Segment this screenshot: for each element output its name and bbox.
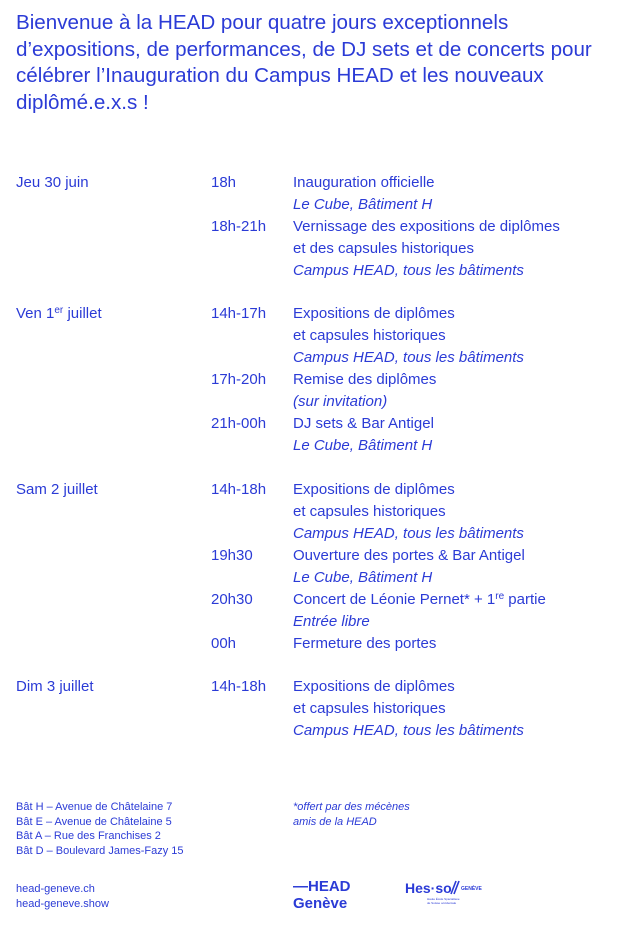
event-title: Ouverture des portes & Bar Antigel [293,547,525,564]
event-time: 19h30 [211,547,253,564]
head-geneve-logo: —HEAD Genève [293,878,351,912]
event-title-continued: et capsules historiques [293,700,446,717]
event-location: (sur invitation) [293,393,388,410]
address-line: Bât A – Rue des Franchises 2 [16,830,161,842]
event-location: Le Cube, Bâtiment H [293,569,433,586]
event-title: Vernissage des expositions de diplômes [293,218,560,235]
website-links [16,882,109,911]
schedule-event [16,369,636,413]
event-title-continued: et capsules historiques [293,503,446,520]
svg-text:GENÈVE: GENÈVE [461,886,482,892]
svg-text:Hes·so: Hes·so [405,880,452,896]
schedule-event [16,589,636,633]
address-line: Bât H – Avenue de Châtelaine 7 [16,801,173,813]
schedule-day-sunday [16,676,636,742]
event-location: Le Cube, Bâtiment H [293,437,433,454]
event-title: Expositions de diplômes [293,678,455,695]
website-link[interactable]: head-geneve.show [16,897,109,910]
event-title: Expositions de diplômes [293,481,455,498]
event-location: Campus HEAD, tous les bâtiments [293,722,524,739]
schedule-event [16,172,636,216]
website-link[interactable]: head-geneve.ch [16,883,95,895]
schedule-day-friday [16,303,636,457]
schedule-event [16,216,636,282]
event-location: Le Cube, Bâtiment H [293,196,433,213]
event-title-continued: et capsules historiques [293,327,446,344]
day-label: Ven 1er juillet [16,305,102,322]
day-label: Sam 2 juillet [16,481,98,498]
event-time: 14h-18h [211,481,267,498]
address-line: Bât D – Boulevard James-Fazy 15 [16,844,184,857]
event-time: 18h [211,174,237,191]
event-title: Expositions de diplômes [293,305,455,322]
event-time: 17h-20h [211,371,267,388]
address-line: Bât E – Avenue de Châtelaine 5 [16,815,172,828]
event-time: 18h-21h [211,218,267,235]
schedule-day-thursday [16,172,636,282]
building-addresses [16,800,184,858]
svg-text:de Suisse occidentale: de Suisse occidentale [427,901,457,905]
event-time: 20h30 [211,591,253,608]
event-time: 00h [211,635,237,652]
event-location: Campus HEAD, tous les bâtiments [293,262,524,279]
event-title: Concert de Léonie Pernet* + 1re partie [293,591,546,608]
svg-text:Haute École Spécialisée: Haute École Spécialisée [427,897,460,901]
day-label: Dim 3 juillet [16,678,94,695]
schedule-event [16,413,636,457]
schedule-day-saturday [16,479,636,655]
day-label: Jeu 30 juin [16,174,89,191]
hes-so-geneve-logo [405,879,505,913]
event-title: Fermeture des portes [293,635,437,652]
schedule-event [16,479,636,545]
event-time: 21h-00h [211,415,267,432]
event-title: Remise des diplômes [293,371,437,388]
event-title: Inauguration officielle [293,174,435,191]
event-title-continued: et des capsules historiques [293,240,474,257]
schedule-event [16,633,636,655]
schedule-event [16,545,636,589]
event-title: DJ sets & Bar Antigel [293,415,434,432]
event-time: 14h-17h [211,305,267,322]
event-location: Entrée libre [293,613,370,630]
event-location: Campus HEAD, tous les bâtiments [293,349,524,366]
event-time: 14h-18h [211,678,267,695]
schedule-event [16,676,636,742]
schedule-event [16,303,636,369]
sponsor-footnote: *offert par des mécènes amis de la HEAD [293,801,410,828]
intro-text: Bienvenue à la HEAD pour quatre jours exceptionnels d’expositions, de performances, de DJ sets et de concerts pour célébrer l’Inauguration du Campus HEAD et les nouveaux diplômé.e.x.s ! [16,11,592,114]
event-location: Campus HEAD, tous les bâtiments [293,525,524,542]
